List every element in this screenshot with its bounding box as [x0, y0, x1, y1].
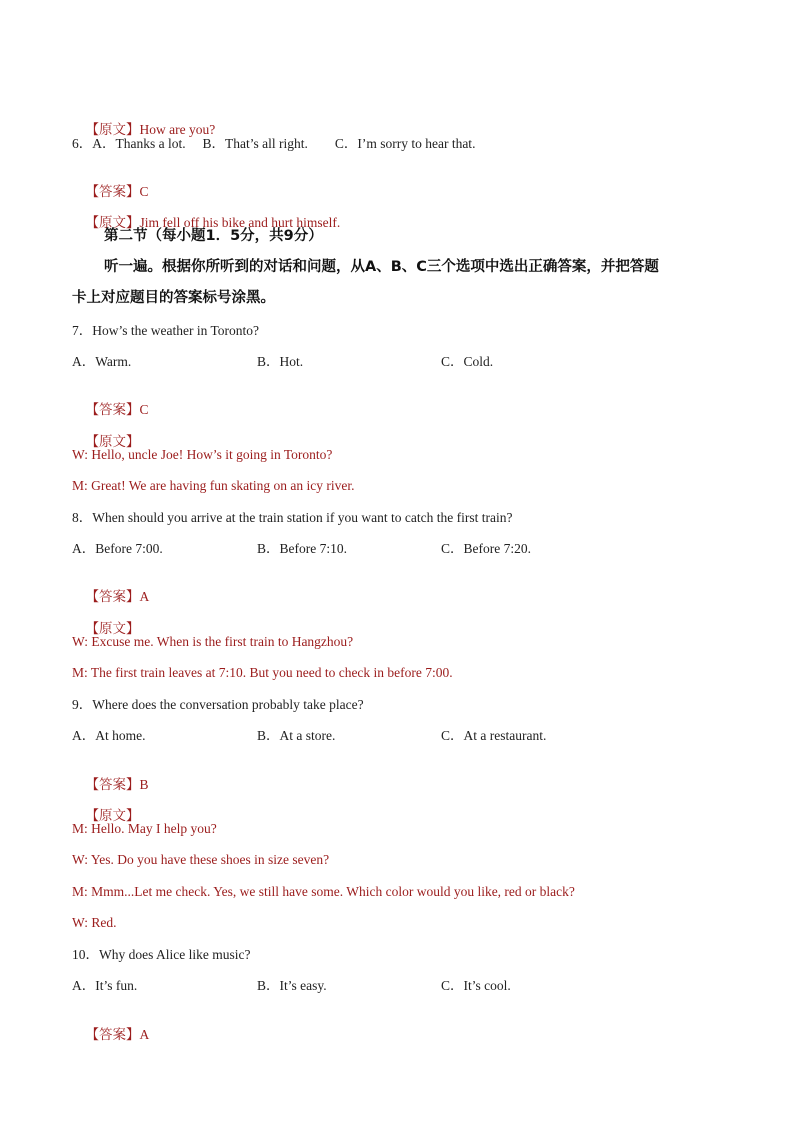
- transcript-text: How are you?: [139, 122, 216, 137]
- question-9: 9．Where does the conversation probably take place?: [72, 697, 364, 712]
- transcript-label: 【原文】: [85, 122, 140, 137]
- transcript-text: Jim fell off his bike and hurt himself.: [139, 215, 341, 230]
- question-7: 7．How’s the weather in Toronto?: [72, 323, 260, 338]
- transcript-label: 【原文】: [85, 434, 140, 449]
- dialogue-line: M: The first train leaves at 7:10. But you need to check in before 7:00.: [72, 665, 453, 680]
- transcript-label: 【原文】: [85, 621, 140, 636]
- dialogue-line: W: Hello, uncle Joe! How’s it going in Toronto?: [72, 447, 333, 462]
- transcript-label: 【原文】: [85, 215, 140, 230]
- option-b: B．At a store.: [257, 728, 336, 743]
- option-b: B．It’s easy.: [257, 978, 327, 993]
- dialogue-line: M: Great! We are having fun skating on an icy river.: [72, 478, 355, 493]
- dialogue-line: W: Red.: [72, 915, 117, 930]
- dialogue-line: W: Yes. Do you have these shoes in size seven?: [72, 852, 330, 867]
- answer-value: A: [139, 1027, 150, 1042]
- dialogue-line: M: Hello. May I help you?: [72, 821, 217, 836]
- answer-label: 【答案】: [85, 777, 140, 792]
- answer-label: 【答案】: [85, 1027, 140, 1042]
- option-c: C．It’s cool.: [441, 978, 511, 993]
- transcript-label: 【原文】: [85, 808, 140, 823]
- dialogue-line: M: Mmm...Let me check. Yes, we still have some. Which color would you like, red or black?: [72, 884, 575, 899]
- section-instruction: 卡上对应题目的答案标号涂黑。: [72, 290, 275, 306]
- dialogue-line: W: Excuse me. When is the first train to Hangzhou?: [72, 634, 354, 649]
- option-a: A．Warm.: [72, 354, 132, 369]
- answer-value: C: [139, 184, 149, 199]
- answer-label: 【答案】: [85, 184, 140, 199]
- option-c: C．Before 7:20.: [441, 541, 531, 556]
- option-b: B．Hot.: [257, 354, 304, 369]
- answer-label: 【答案】: [85, 589, 140, 604]
- section-title: 第二节（每小题1．5分，共9分）: [104, 228, 323, 244]
- section-instruction: 听一遍。根据你所听到的对话和问题，从A、B、C三个选项中选出正确答案，并把答题: [104, 259, 659, 275]
- answer-value: C: [139, 402, 149, 417]
- answer-line: [72, 1008, 149, 1062]
- answer-label: 【答案】: [85, 402, 140, 417]
- question-8: 8．When should you arrive at the train station if you want to catch the first train?: [72, 510, 513, 525]
- question-6: 6．A．Thanks a lot. B．That’s all right. C．I’m sorry to hear that.: [72, 136, 476, 151]
- option-b: B．Before 7:10.: [257, 541, 347, 556]
- option-c: C．At a restaurant.: [441, 728, 547, 743]
- answer-value: A: [139, 589, 150, 604]
- option-a: A．Before 7:00.: [72, 541, 163, 556]
- option-a: A．It’s fun.: [72, 978, 138, 993]
- option-c: C．Cold.: [441, 354, 494, 369]
- answer-value: B: [139, 777, 149, 792]
- question-10: 10．Why does Alice like music?: [72, 947, 251, 962]
- option-a: A．At home.: [72, 728, 146, 743]
